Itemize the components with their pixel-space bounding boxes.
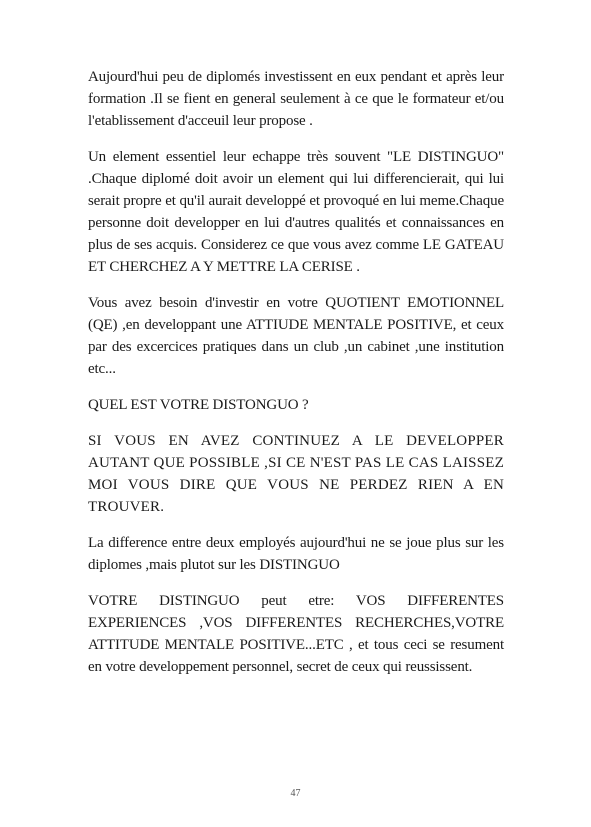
paragraph-conclusion: VOTRE DISTINGUO peut etre: VOS DIFFERENTES EXPERIENCES ,VOS DIFFERENTES RECHERCHES,VOTRE ATTITUDE MENTALE POSITIVE...ETC , et tous ceci se resument en votre developpement personnel, secret de ceux qui reussissent. bbox=[88, 593, 504, 675]
paragraph-distinguo: Un element essentiel leur echappe très souvent "LE DISTINGUO" .Chaque diplomé doit avoir un element qui lui differencierait, qui lui serait propre et qu'il aurait developpé et provoqué en lui meme.Chaque personne doit developper en lui d'autres qualités et connaissances en plus de ses acquis. Considerez ce que vous avez comme LE GATEAU ET CHERCHEZ A Y METTRE LA CERISE . bbox=[88, 149, 504, 275]
paragraph-difference: La difference entre deux employés aujourd'hui ne se joue plus sur les diplomes ,mais plutot sur les DISTINGUO bbox=[88, 535, 504, 573]
paragraph-intro: Aujourd'hui peu de diplomés investissent en eux pendant et après leur formation .Il se fient en general seulement à ce que le formateur et/ou l'etablissement d'acceuil leur propose . bbox=[88, 69, 504, 129]
page-body bbox=[88, 66, 504, 692]
paragraph-question: QUEL EST VOTRE DISTONGUO ? bbox=[88, 397, 309, 413]
paragraph-quotient: Vous avez besoin d'investir en votre QUOTIENT EMOTIONNEL (QE) ,en developpant une ATTIUDE MENTALE POSITIVE, et ceux par des excercices pratiques dans un club ,un cabinet ,une institution etc... bbox=[88, 295, 504, 377]
page-number: 47 bbox=[290, 788, 301, 799]
paragraph-caps: SI VOUS EN AVEZ CONTINUEZ A LE DEVELOPPER AUTANT QUE POSSIBLE ,SI CE N'EST PAS LE CAS LAISSEZ MOI VOUS DIRE QUE VOUS NE PERDEZ RIEN A EN TROUVER. bbox=[88, 433, 504, 515]
